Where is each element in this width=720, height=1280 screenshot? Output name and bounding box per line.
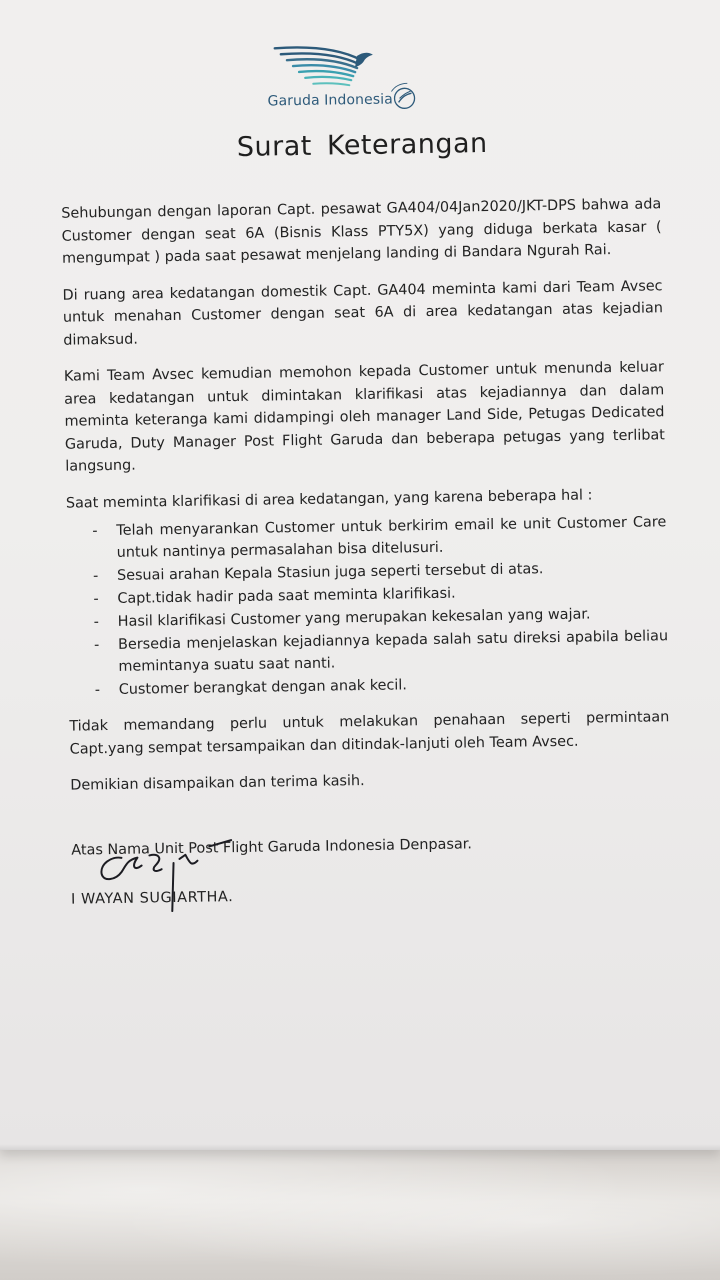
paragraph-conclusion: Tidak memandang perlu untuk melakukan penahaan seperti permintaan Capt.yang sempat tersampaikan dan ditindak-lanjuti oleh Team Avsec. — [69, 709, 670, 758]
company-name: Garuda Indonesia — [267, 91, 393, 110]
garuda-bird-logo-icon — [269, 42, 378, 92]
signatory-unit: Atas Nama Unit Post Flight Garuda Indonesia Denpasar. — [71, 835, 473, 859]
list-bullet: - — [94, 682, 101, 699]
list-bullet: - — [93, 637, 100, 654]
clarification-points-list — [66, 511, 669, 701]
list-bullet: - — [93, 614, 100, 631]
paragraph-closing: Demikian disampaikan dan terima kasih. — [70, 773, 365, 794]
list-item-text: Telah menyarankan Customer untuk berkirim email ke unit Customer Care untuk nantinya permasalahan bisa ditelusuri. — [116, 514, 667, 561]
paragraph-clarification-intro: Saat meminta klarifikasi di area kedatangan, yang karena beberapa hal : — [65, 486, 593, 512]
paragraph-arrival-area: Di ruang area kedatangan domestik Capt. GA404 meminta kami dari Team Avsec untuk menahan Customer dengan seat 6A di area kedatangan atas kejadian dimaksud. — [62, 277, 664, 349]
list-bullet: - — [92, 523, 98, 540]
signatory-name: I WAYAN SUGIARTHA. — [70, 889, 234, 908]
list-bullet: - — [92, 568, 99, 585]
list-item-text: Bersedia menjelaskan kejadiannya kepada salah satu direksi apabila beliau memintanya suatu saat nanti. — [117, 628, 669, 675]
letter-body — [61, 193, 671, 875]
paragraph-report: Sehubungan dengan laporan Capt. pesawat GA404/04Jan2020/JKT-DPS bahwa ada Customer dengan seat 6A (Bisnis Klass PTY5X) yang diduga berkata kasar ( mengumpat ) pada saat pesawat menjelang landing di Bandara Ngurah Rai. — [61, 196, 662, 267]
list-bullet: - — [93, 591, 99, 608]
document-title: Surat Keterangan — [236, 128, 488, 163]
list-item-text: Sesuai arahan Kepala Stasiun juga seperti tersebut di atas. — [116, 561, 544, 584]
cloth-surface — [0, 1150, 720, 1280]
list-item-text: Capt.tidak hadir pada saat meminta klarifikasi. — [117, 585, 456, 607]
skyteam-seal-icon — [387, 81, 421, 112]
list-item-text: Hasil klarifikasi Customer yang merupakan kekesalan yang wajar. — [117, 606, 591, 630]
list-item-text: Customer berangkat dengan anak kecil. — [118, 677, 408, 698]
paragraph-avsec-request: Kami Team Avsec kemudian memohon kepada Customer untuk menunda keluar area kedatangan untuk dimintakan klarifikasi atas kejadiannya dan dalam meminta keteranga kami didampingi oleh manager Land Side, Petugas Dedicated Garuda, Duty Manager Post Flight Garuda dan beberapa petugas yang terlibat langsung. — [63, 359, 665, 475]
